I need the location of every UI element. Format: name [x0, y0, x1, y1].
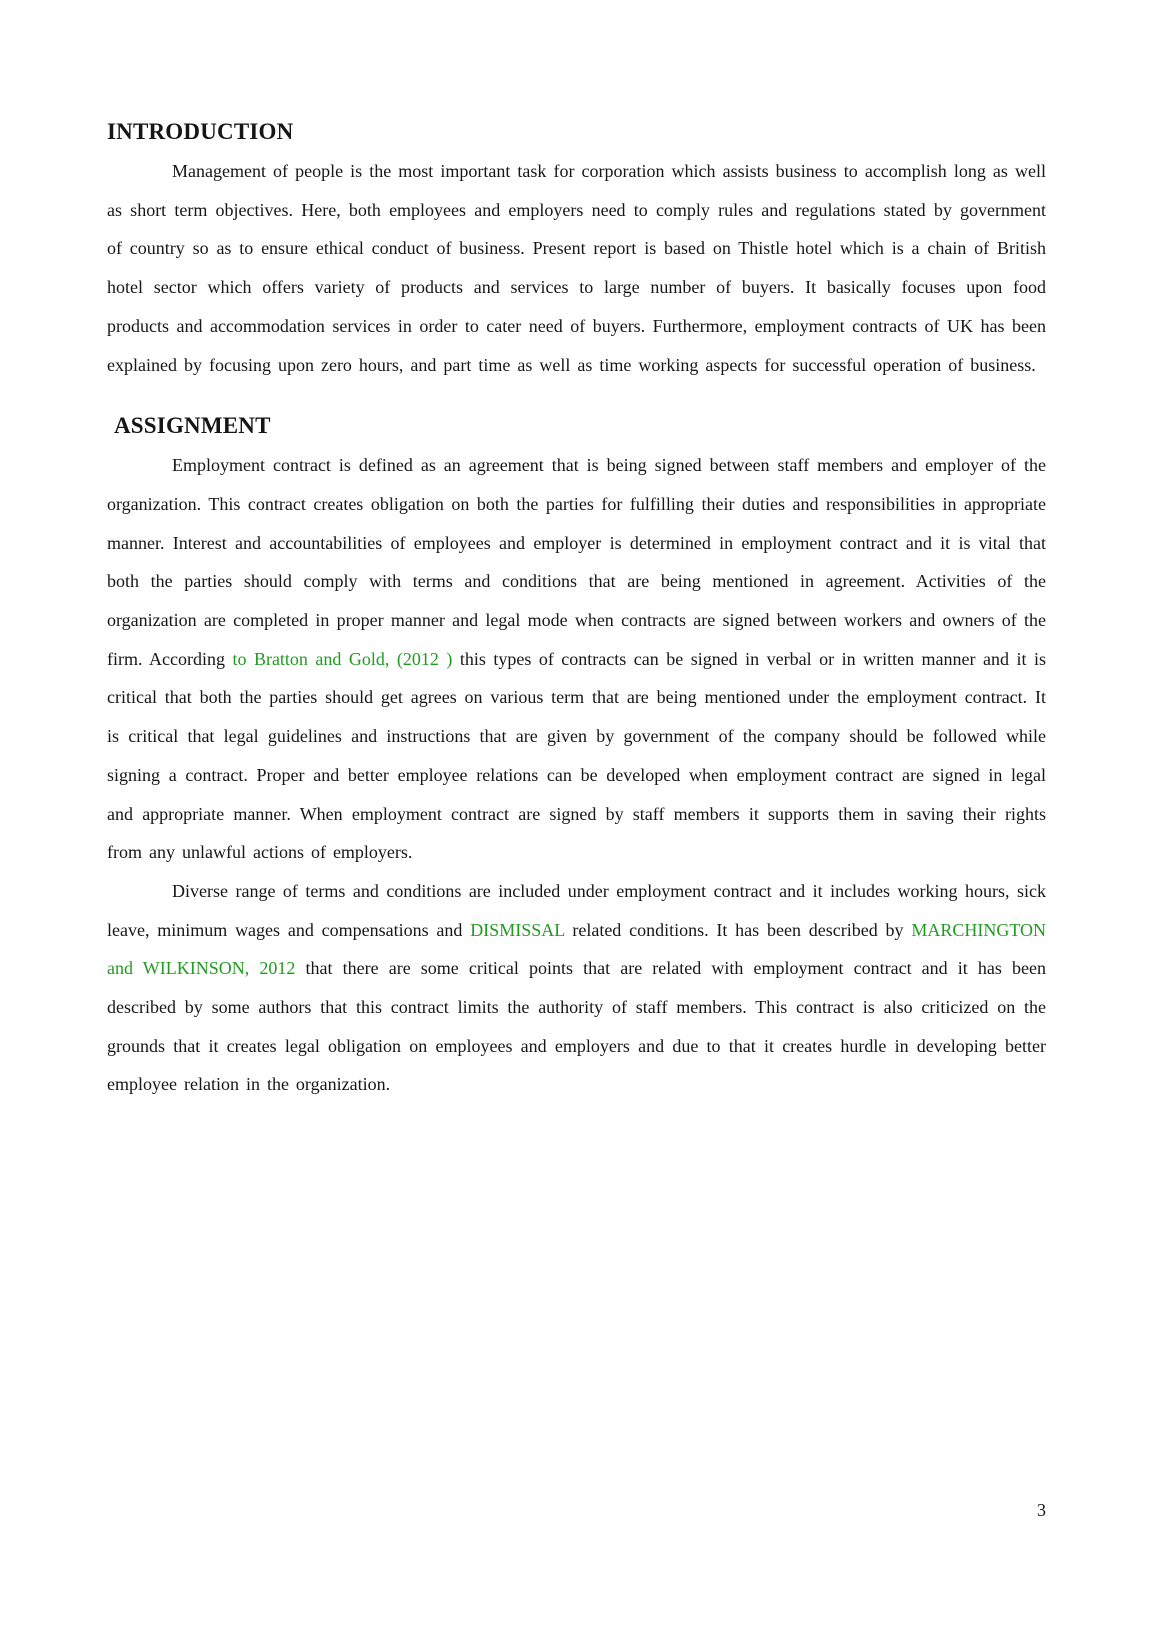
citation-marchington-wilkinson: MARCHINGTON and WILKINSON, 2012 — [107, 919, 1046, 979]
text-run: this types of contracts can be signed in verbal or in written manner and it is critical that both the parties should get agrees on various term that are being mentioned under the employment contract. It is critical that legal guidelines and instructions that are given by government of the company should be followed while signing a contract. Proper and better employee relations can be developed when employment contract are signed in legal and appropriate manner. When employment contract are signed by staff members it supports them in saving their rights from any unlawful actions of employers. — [107, 648, 1046, 863]
section-heading-introduction: INTRODUCTION — [107, 119, 294, 144]
citation-dismissal: DISMISSAL — [470, 919, 565, 940]
text-run: that there are some critical points that are related with employment contract and it has been described by some authors that this contract limits the authority of staff members. This contract is also criticized on the grounds that it creates legal obligation on employees and employers and due to that it creates hurdle in developing better employee relation in the organization. — [107, 958, 1046, 1095]
assignment-paragraph-2 — [107, 872, 1046, 1104]
introduction-paragraph — [107, 152, 1046, 384]
section-heading-assignment: ASSIGNMENT — [114, 413, 271, 439]
section-assignment — [107, 406, 1046, 1104]
text-run: related conditions. It has been described by — [564, 919, 912, 940]
assignment-paragraph-1 — [107, 446, 1046, 872]
text-run: Management of people is the most important task for corporation which assists business to accomplish long as well as short term objectives. Here, both employees and employers need to comply rules and regulations stated by government of country so as to ensure ethical conduct of business. Present report is based on Thistle hotel which is a chain of British hotel sector which offers variety of products and services to large number of buyers. It basically focuses upon food products and accommodation services in order to cater need of buyers. Furthermore, employment contracts of UK has been explained by focusing upon zero hours, and part time as well as time working aspects for successful operation of business. — [107, 161, 1046, 375]
page-number: 3 — [1037, 1500, 1046, 1520]
section-introduction — [107, 112, 1046, 384]
citation-bratton-gold: to Bratton and Gold, (2012 ) — [232, 648, 453, 669]
text-run: Employment contract is defined as an agreement that is being signed between staff members and employer of the organization. This contract creates obligation on both the parties for fulfilling their duties and responsibilities in appropriate manner. Interest and accountabilities of employees and employer is determined in employment contract and it is vital that both the parties should comply with terms and conditions that are being mentioned in agreement. Activities of the organization are completed in proper manner and legal mode when contracts are signed between workers and owners of the firm. According — [107, 455, 1046, 669]
text-run: Diverse range of terms and conditions are included under employment contract and it includes working hours, sick leave, minimum wages and compensations and — [107, 880, 1046, 940]
